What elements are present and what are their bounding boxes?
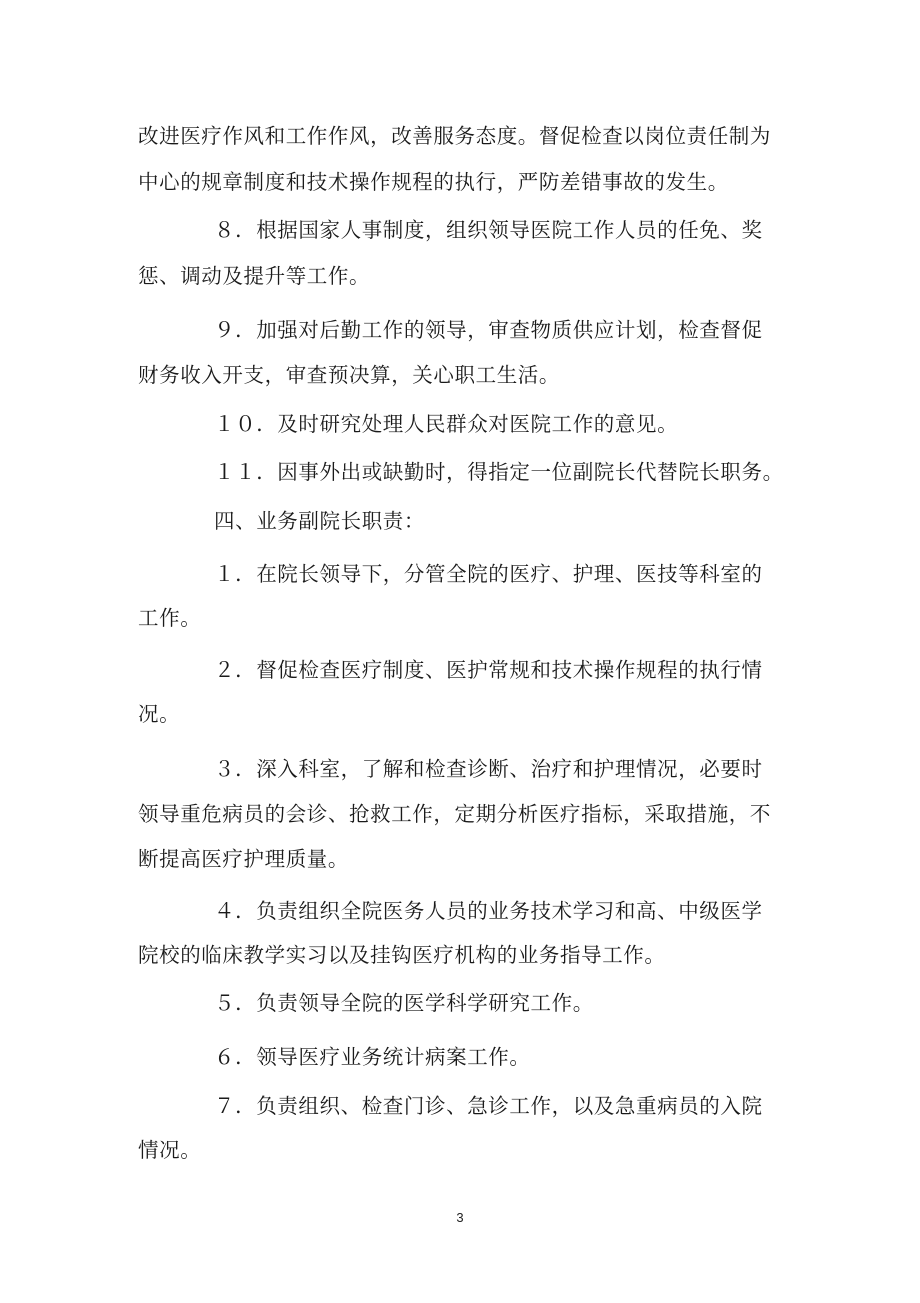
item-3-line: ３．深入科室，了解和检查诊断、治疗和护理情况，必要时 — [214, 757, 763, 781]
item-9-line: ９．加强对后勤工作的领导，审查物质供应计划，检查督促 — [214, 318, 763, 342]
item-11-line: １１．因事外出或缺勤时，得指定一位副院长代替院长职务。 — [214, 460, 784, 484]
item-1-line: １．在院长领导下，分管全院的医疗、护理、医技等科室的 — [214, 562, 763, 586]
item-2-line: ２．督促检查医疗制度、医护常规和技术操作规程的执行情 — [214, 658, 763, 682]
text-line: 情况。 — [138, 1138, 202, 1162]
text-line: 财务收入开支，审查预决算，关心职工生活。 — [138, 363, 560, 387]
page-number: 3 — [456, 1210, 464, 1225]
text-line: 断提高医疗护理质量。 — [138, 847, 349, 871]
text-line: 况。 — [138, 702, 181, 726]
text-line: 领导重危病员的会诊、抢救工作，定期分析医疗指标，采取措施，不 — [138, 802, 771, 826]
item-8-line: ８．根据国家人事制度，组织领导医院工作人员的任免、奖 — [214, 218, 763, 242]
text-line: 中心的规章制度和技术操作规程的执行，严防差错事故的发生。 — [138, 170, 729, 194]
item-10-line: １０．及时研究处理人民群众对医院工作的意见。 — [214, 412, 679, 436]
text-line: 惩、调动及提升等工作。 — [138, 264, 371, 288]
item-4-line: ４．负责组织全院医务人员的业务技术学习和高、中级医学 — [214, 899, 763, 923]
item-7-line: ７．负责组织、检查门诊、急诊工作，以及急重病员的入院 — [214, 1094, 763, 1118]
text-line: 院校的临床教学实习以及挂钩医疗机构的业务指导工作。 — [138, 943, 666, 967]
item-6-line: ６．领导医疗业务统计病案工作。 — [214, 1045, 531, 1069]
text-line: 改进医疗作风和工作作风，改善服务态度。督促检查以岗位责任制为 — [138, 124, 771, 148]
text-line: 工作。 — [138, 606, 202, 630]
section-heading: 四、业务副院长职责： — [214, 509, 425, 533]
item-5-line: ５．负责领导全院的医学科学研究工作。 — [214, 991, 594, 1015]
